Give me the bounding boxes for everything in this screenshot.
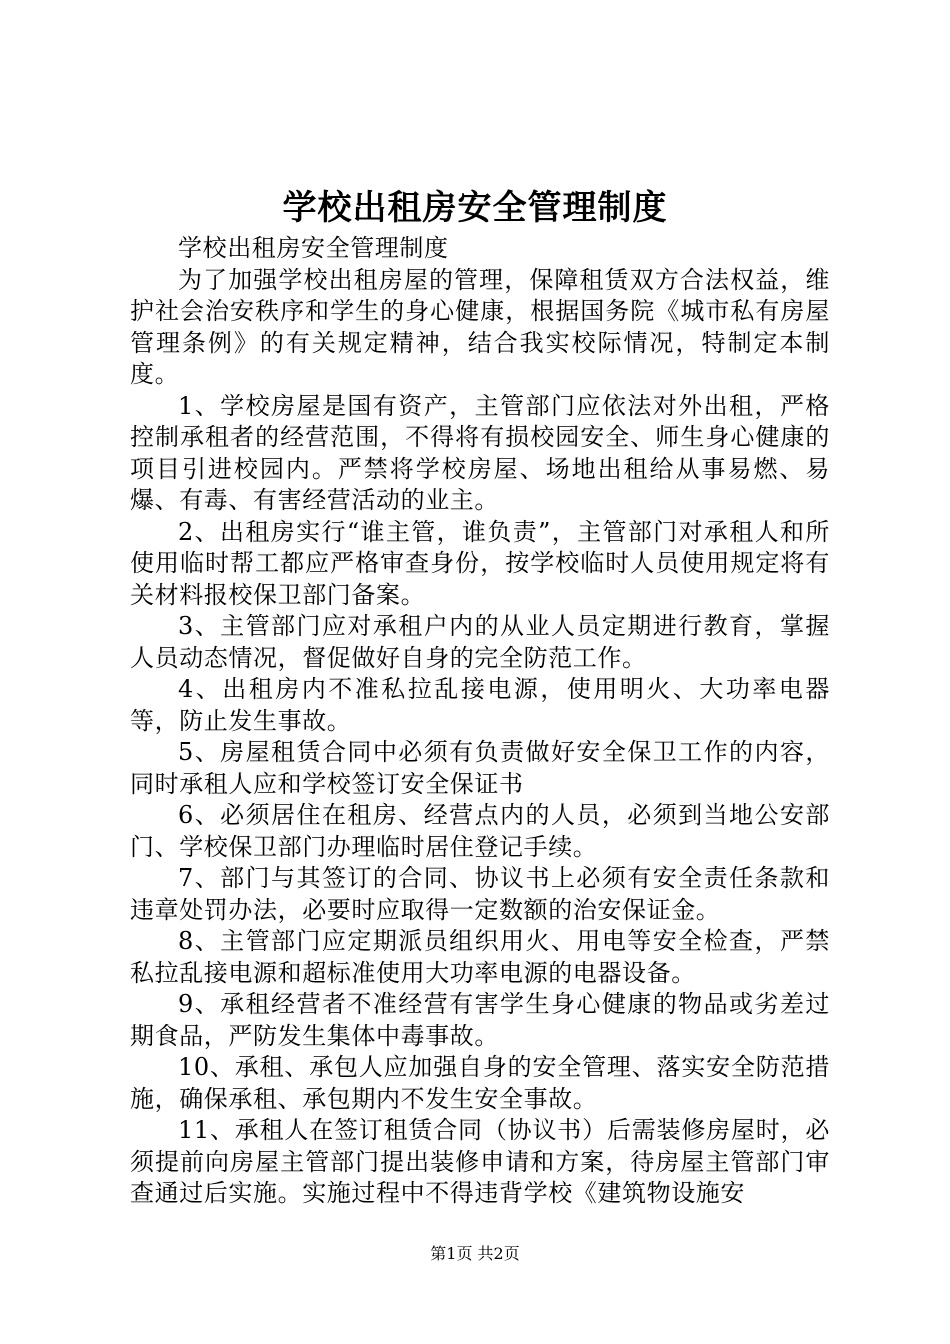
page-footer: 第1页 共2页 (430, 1244, 520, 1263)
clause-2: 2、出租房实行“谁主管，谁负责”，主管部门对承租人和所使用临时帮工都应严格审查身份，按学校临时人员使用规定将有关材料报校保卫部门备案。 (130, 517, 830, 609)
clause-8: 8、主管部门应定期派员组织用火、用电等安全检查，严禁私拉乱接电源和超标准使用大功率电源的电器设备。 (130, 927, 830, 987)
clause-10: 10、承租、承包人应加强自身的安全管理、落实安全防范措施，确保承租、承包期内不发生安全事故。 (130, 1053, 830, 1113)
clause-7: 7、部门与其签订的合同、协议书上必须有安全责任条款和违章处罚办法，必要时应取得一定数额的治安保证金。 (130, 864, 830, 924)
clause-5: 5、房屋租赁合同中必须有负责做好安全保卫工作的内容，同时承租人应和学校签订安全保证书 (130, 738, 830, 798)
clause-11: 11、承租人在签订租赁合同（协议书）后需装修房屋时，必须提前向房屋主管部门提出装修申请和方案，待房屋主管部门审查通过后实施。实施过程中不得违背学校《建筑物设施安 (130, 1116, 830, 1207)
clause-4: 4、出租房内不准私拉乱接电源，使用明火、大功率电器等，防止发生事故。 (130, 675, 830, 735)
document-body (130, 233, 830, 1210)
page-title: 学校出租房安全管理制度 (282, 188, 668, 228)
intro-paragraph: 为了加强学校出租房屋的管理，保障租赁双方合法权益，维护社会治安秩序和学生的身心健康，根据国务院《城市私有房屋管理条例》的有关规定精神，结合我实校际情况，特制定本制度。 (130, 265, 830, 388)
document-subtitle: 学校出租房安全管理制度 (178, 234, 449, 262)
clause-3: 3、主管部门应对承租户内的从业人员定期进行教育，掌握人员动态情况，督促做好自身的完全防范工作。 (130, 612, 830, 672)
clause-9: 9、承租经营者不准经营有害学生身心健康的物品或劣差过期食品，严防发生集体中毒事故。 (130, 990, 830, 1050)
clause-6: 6、必须居住在租房、经营点内的人员，必须到当地公安部门、学校保卫部门办理临时居住登记手续。 (130, 801, 830, 861)
clause-1: 1、学校房屋是国有资产，主管部门应依法对外出租，严格控制承租者的经营范围，不得将有损校园安全、师生身心健康的项目引进校园内。严禁将学校房屋、场地出租给从事易燃、易爆、有毒、有害经营活动的业主。 (130, 391, 830, 514)
